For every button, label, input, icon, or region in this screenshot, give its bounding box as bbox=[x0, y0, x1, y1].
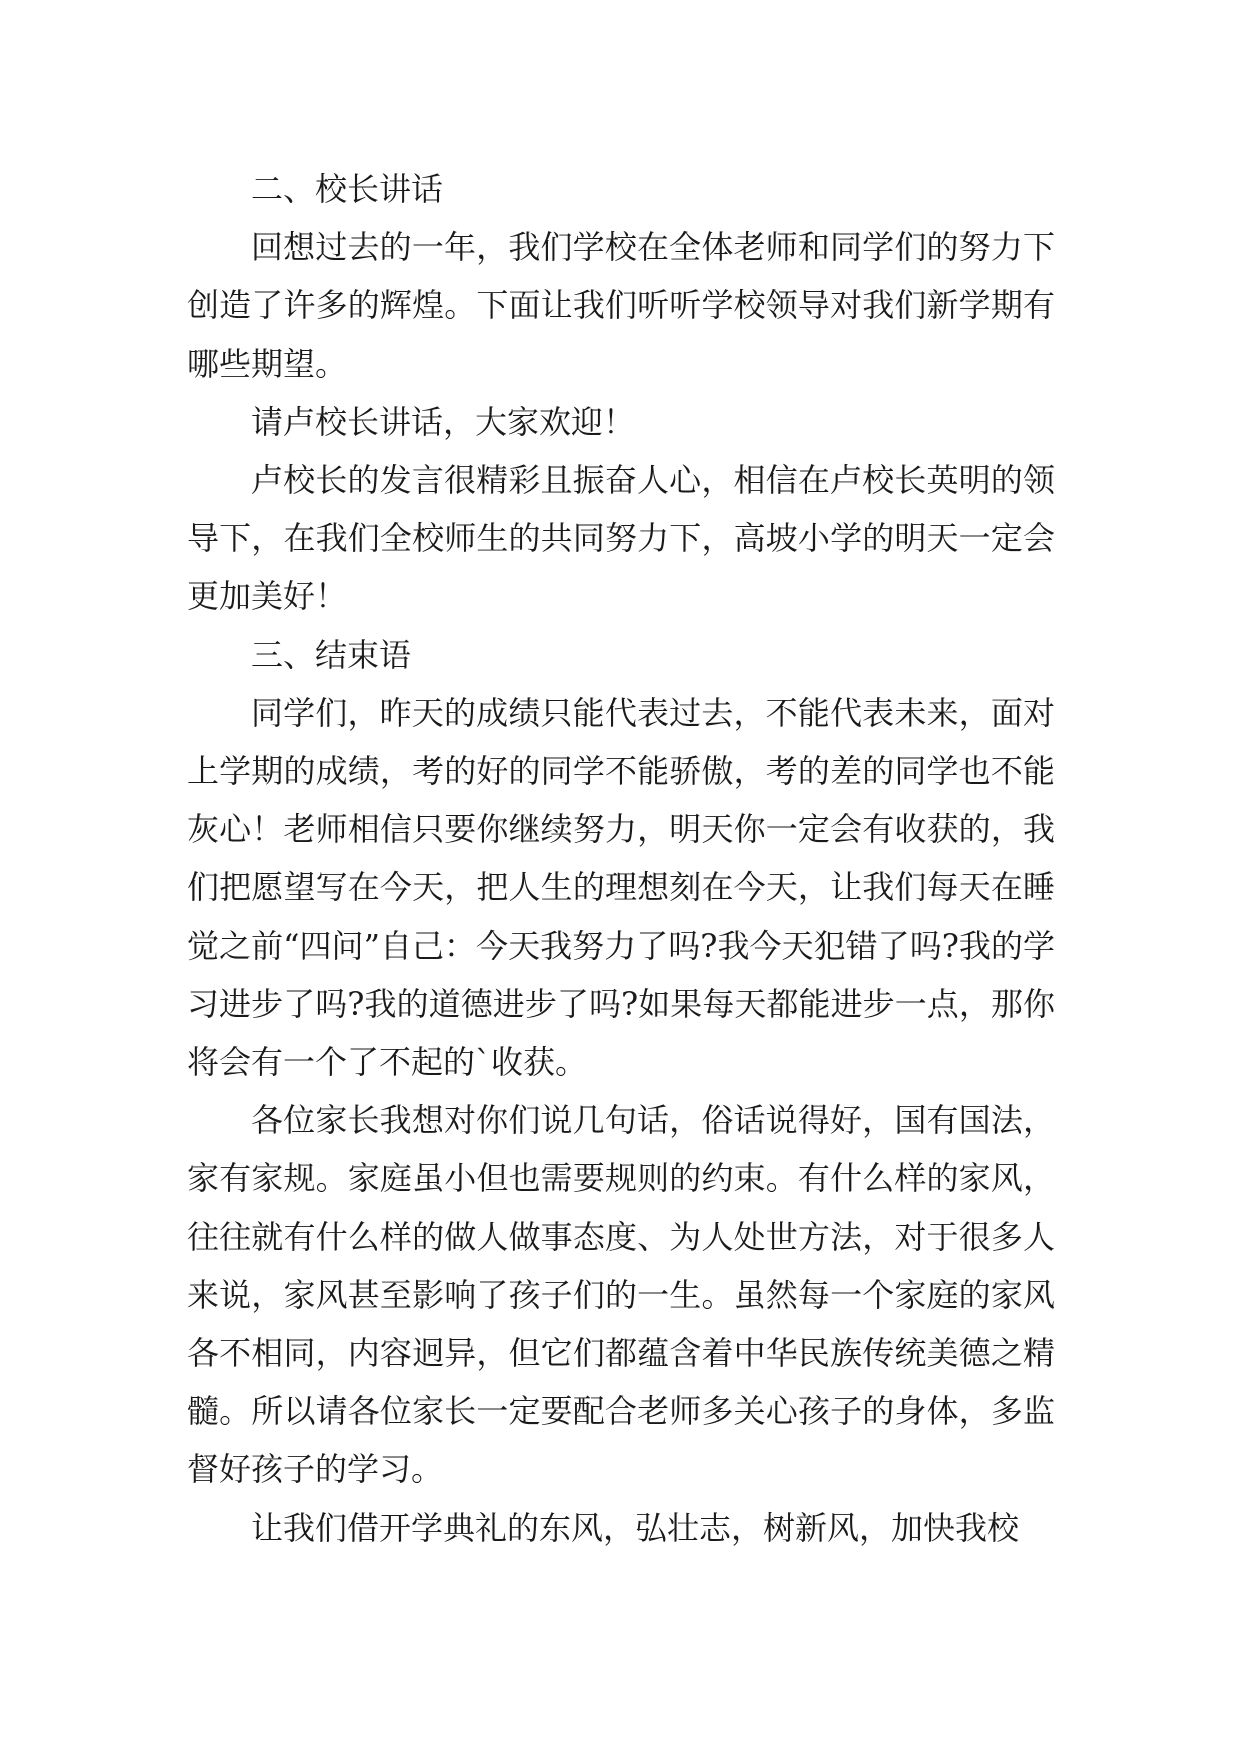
paragraph-review: 回想过去的一年，我们学校在全体老师和同学们的努力下创造了许多的辉煌。下面让我们听听学校领导对我们新学期有哪些期望。 bbox=[187, 228, 1055, 383]
section-heading-principal-speech: 二、校长讲话 bbox=[251, 170, 444, 208]
paragraph-principal-remarks: 卢校长的发言很精彩且振奋人心，相信在卢校长英明的领导下，在我们全校师生的共同努力下，高坡小学的明天一定会更加美好！ bbox=[187, 461, 1055, 616]
paragraph-invite-principal: 请卢校长讲话，大家欢迎！ bbox=[251, 402, 636, 441]
paragraph-parents: 各位家长我想对你们说几句话，俗话说得好，国有国法，家有家规。家庭虽小但也需要规则的约束。有什么样的家风，往往就有什么样的做人做事态度、为人处世方法，对于很多人来说，家风甚至影响了孩子们的一生。虽然每一个家庭的家风各不相同，内容迥异，但它们都蕴含着中华民族传统美德之精髓。所以请各位家长一定要配合老师多关心孩子的身体，多监督好孩子的学习。 bbox=[187, 1101, 1055, 1489]
document-body bbox=[187, 160, 1055, 1557]
paragraph-final: 让我们借开学典礼的东风，弘壮志，树新风，加快我校 bbox=[251, 1508, 1020, 1547]
paragraph-students: 同学们，昨天的成绩只能代表过去，不能代表未来，面对上学期的成绩，考的好的同学不能骄傲，考的差的同学也不能灰心！老师相信只要你继续努力，明天你一定会有收获的，我们把愿望写在今天，把人生的理想刻在今天，让我们每天在睡觉之前“四问”自己：今天我努力了吗?我今天犯错了吗?我的学习进步了吗?我的道德进步了吗?如果每天都能进步一点，那你将会有一个了不起的`收获。 bbox=[187, 693, 1055, 1082]
section-heading-closing: 三、结束语 bbox=[251, 635, 412, 674]
